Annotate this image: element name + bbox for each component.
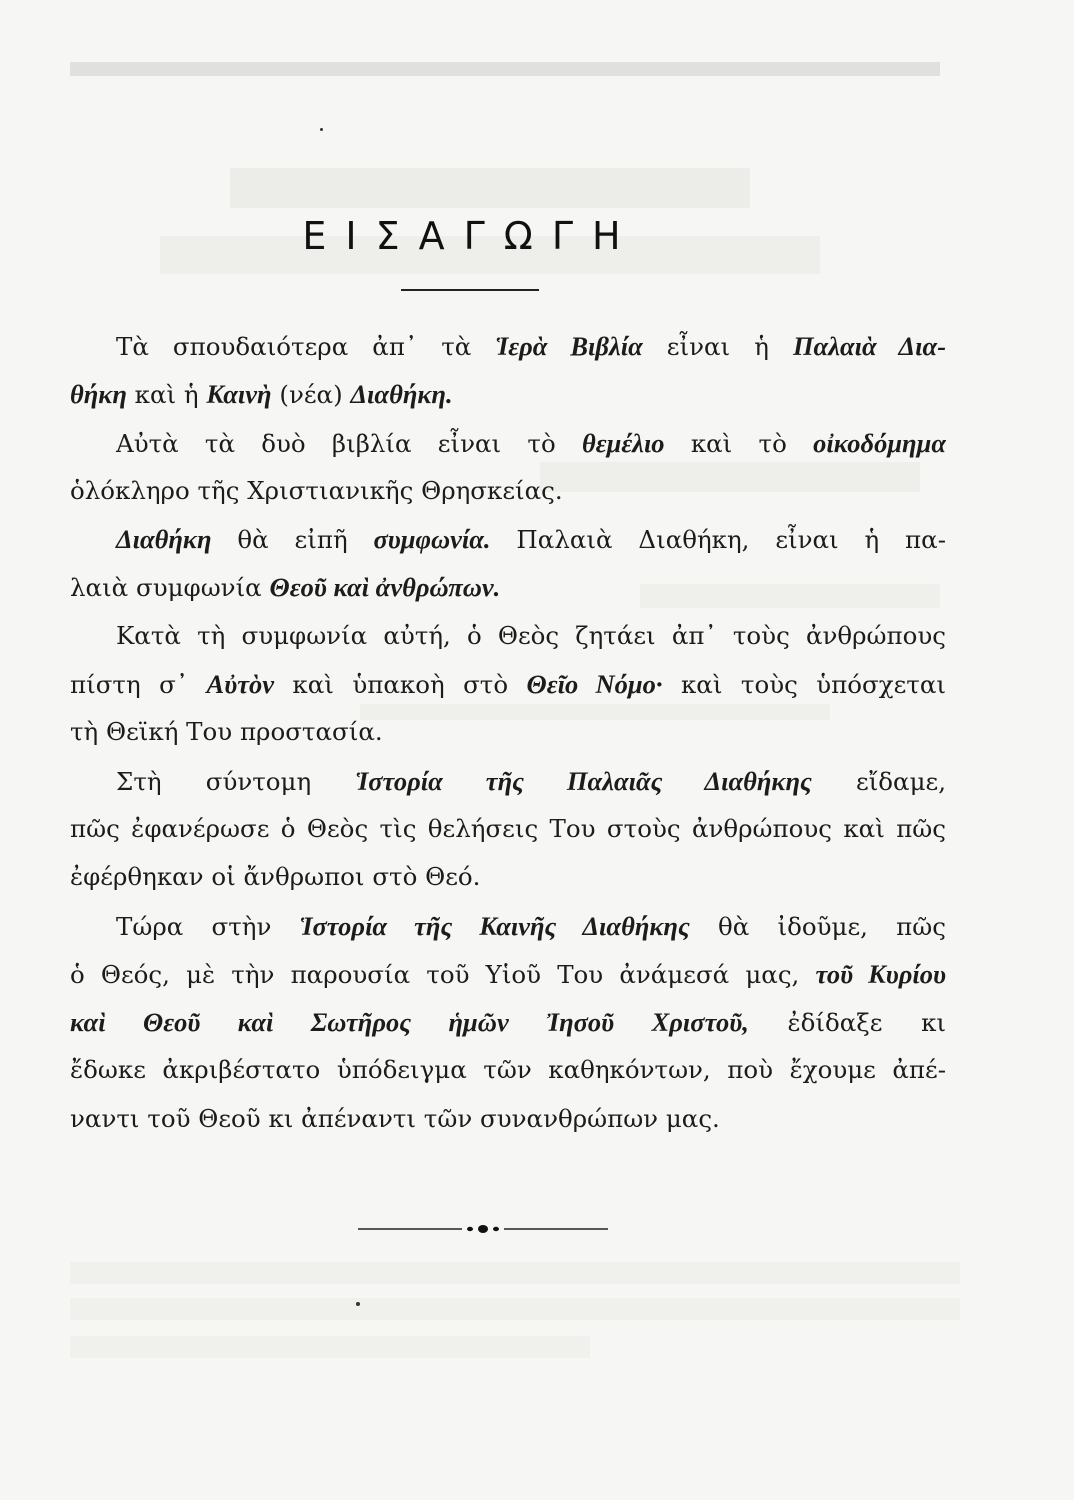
ink-speck (320, 128, 323, 131)
text-line: Τώρα στὴν Ἱστορία τῆς Καινῆς Διαθήκης θὰ ἰδοῦμε, πῶς (116, 910, 946, 941)
text-line: Αὐτὰ τὰ δυὸ βιβλία εἶναι τὸ θεμέλιο καὶ τὸ οἰκοδόμημα (116, 427, 946, 458)
bleed-through-band (70, 1336, 590, 1358)
text-line: καὶ Θεοῦ καὶ Σωτῆρος ἡμῶν Ἰησοῦ Χριστοῦ, ἐδίδαξε κι (70, 1007, 946, 1038)
text-line: ὁλόκληρο τῆς Χριστιανικῆς Θρησκείας. (70, 475, 563, 505)
text-line: πίστη σ᾽ Αὐτὸν καὶ ὑπακοὴ στὸ Θεῖο Νόμο· καὶ τοὺς ὑπόσχεται (70, 669, 946, 700)
text-line: ὁ Θεός, μὲ τὴν παρουσία τοῦ Υἱοῦ Του ἀνάμεσά μας, τοῦ Κυρίου (70, 958, 946, 989)
text-line: πῶς ἐφανέρωσε ὁ Θεὸς τὶς θελήσεις Του στοὺς ἀνθρώπους καὶ πῶς (70, 813, 946, 843)
text-line: θήκη καὶ ἡ Καινὴ (νέα) Διαθήκη. (70, 379, 453, 410)
text-line: Στὴ σύντομη Ἱστορία τῆς Παλαιᾶς Διαθήκης εἴδαμε, (116, 765, 946, 796)
text-line: Τὰ σπουδαιότερα ἀπ᾽ τὰ Ἱερὰ Βιβλία εἶναι ἡ Παλαιὰ Δια- (116, 331, 946, 361)
text-line: ἔδωκε ἀκριβέστατο ὑπόδειγμα τῶν καθηκόντων, ποὺ ἔχουμε ἀπέ- (70, 1055, 946, 1085)
bleed-through-band (230, 168, 750, 208)
title-underline (401, 289, 539, 291)
bleed-through-band (70, 62, 940, 76)
body-text (70, 322, 946, 1143)
text-line: λαιὰ συμφωνία Θεοῦ καὶ ἀνθρώπων. (70, 572, 501, 603)
page-title: ΕΙΣΑΓΩΓΗ (302, 214, 640, 258)
bleed-through-band (70, 1298, 960, 1320)
text-line: ἐφέρθηκαν οἱ ἄνθρωποι στὸ Θεό. (70, 862, 481, 892)
text-line: Κατὰ τὴ συμφωνία αὐτή, ὁ Θεὸς ζητάει ἀπ᾽ τοὺς ἀνθρώπους (116, 620, 946, 650)
ink-speck (356, 1302, 360, 1306)
bleed-through-band (70, 1262, 960, 1284)
text-line: Διαθήκη θὰ εἰπῆ συμφωνία. Παλαιὰ Διαθήκη, εἶναι ἡ πα- (116, 524, 946, 555)
ornamental-divider-icon (358, 1222, 608, 1236)
text-line: ναντι τοῦ Θεοῦ κι ἀπέναντι τῶν συνανθρώπων μας. (70, 1103, 720, 1133)
text-line: τὴ Θεϊκή Του προστασία. (70, 717, 383, 747)
